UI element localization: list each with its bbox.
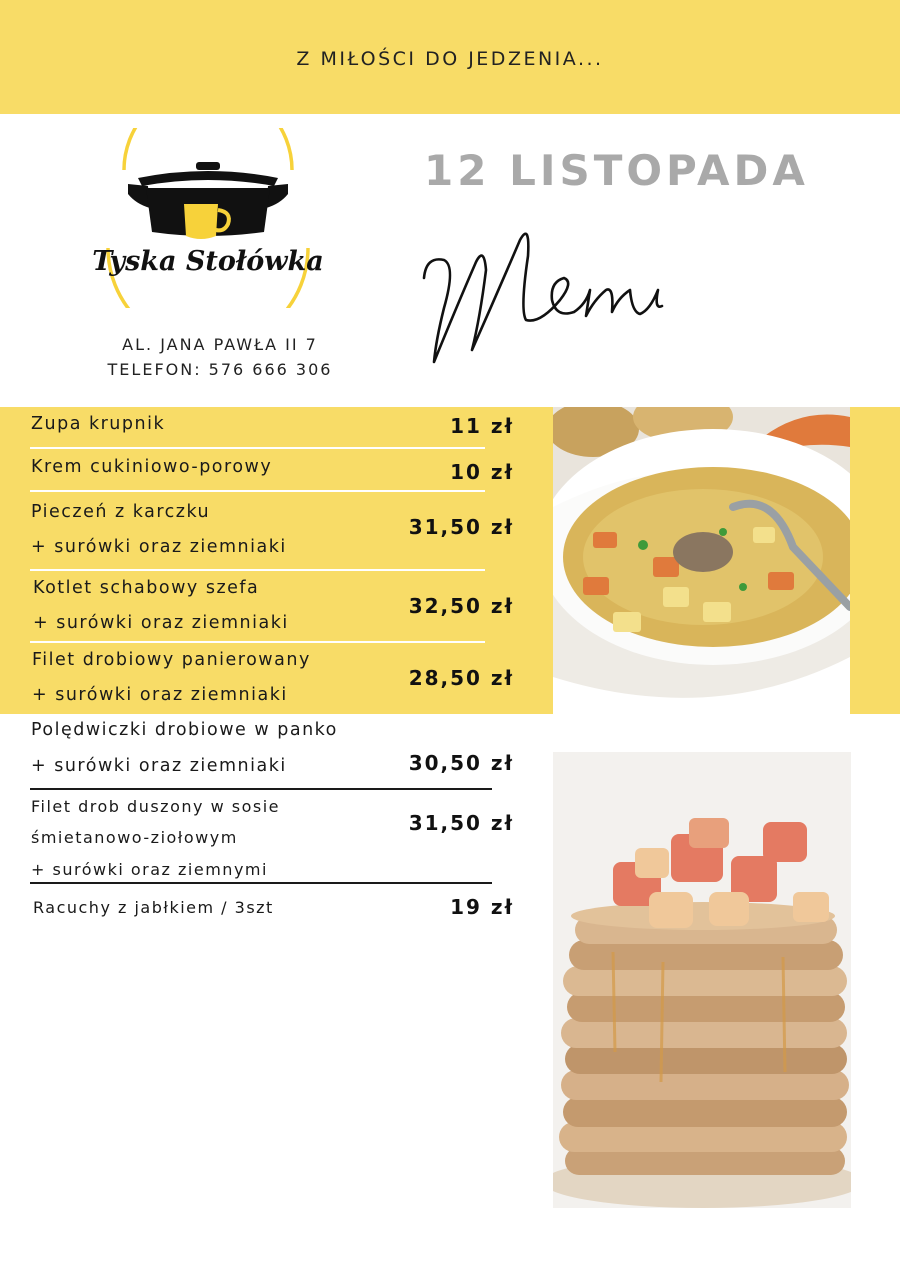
divider bbox=[30, 788, 492, 790]
apple-pancakes-photo bbox=[553, 752, 851, 1208]
menu-item-price: 11 zł bbox=[450, 414, 514, 438]
soup-bowl-photo bbox=[553, 407, 850, 714]
divider bbox=[30, 490, 485, 492]
contact-block bbox=[60, 332, 380, 382]
address: AL. JANA PAWŁA II 7 bbox=[122, 335, 318, 354]
menu-item-name: Zupa krupnik bbox=[31, 414, 166, 434]
menu-item-name: Krem cukiniowo-porowy bbox=[31, 457, 273, 477]
menu-item-name: Filet drob duszony w sosie bbox=[31, 797, 280, 816]
menu-item-price: 28,50 zł bbox=[408, 666, 514, 690]
divider bbox=[30, 882, 492, 884]
menu-item-price: 19 zł bbox=[450, 895, 514, 919]
menu-title-script bbox=[414, 200, 684, 380]
menu-item-price: 10 zł bbox=[450, 460, 514, 484]
menu-item-name: Racuchy z jabłkiem / 3szt bbox=[33, 898, 274, 917]
menu-item-name-line2: śmietanowo-ziołowym bbox=[31, 828, 238, 847]
tagline: Z MIŁOŚCI DO JEDZENIA... bbox=[296, 48, 604, 70]
menu-item-name: Pieczeń z karczku bbox=[31, 502, 211, 522]
menu-item-name: Filet drobiowy panierowany bbox=[32, 650, 311, 670]
menu-item-name: Polędwiczki drobiowe w panko bbox=[31, 720, 338, 740]
divider bbox=[30, 447, 485, 449]
divider bbox=[30, 641, 485, 643]
menu-item-price: 32,50 zł bbox=[408, 594, 514, 618]
menu-item-note: + surówki oraz ziemniaki bbox=[31, 537, 287, 557]
menu-date: 12 LISTOPADA bbox=[424, 146, 809, 195]
menu-item-note: + surówki oraz ziemniaki bbox=[31, 756, 287, 776]
menu-item-price: 31,50 zł bbox=[408, 811, 514, 835]
logo bbox=[88, 128, 328, 308]
menu-item-name: Kotlet schabowy szefa bbox=[33, 578, 260, 598]
menu-item-price: 30,50 zł bbox=[408, 751, 514, 775]
menu-item-note: + surówki oraz ziemniaki bbox=[32, 685, 288, 705]
pot-and-cup-icon bbox=[128, 162, 288, 239]
menu-item-note: + surówki oraz ziemniaki bbox=[33, 613, 289, 633]
logo-text: Tyska Stołówka bbox=[92, 246, 324, 277]
divider bbox=[30, 569, 485, 571]
menu-item-price: 31,50 zł bbox=[408, 515, 514, 539]
phone: TELEFON: 576 666 306 bbox=[107, 360, 333, 379]
menu-item-note: + surówki oraz ziemnymi bbox=[31, 860, 268, 879]
